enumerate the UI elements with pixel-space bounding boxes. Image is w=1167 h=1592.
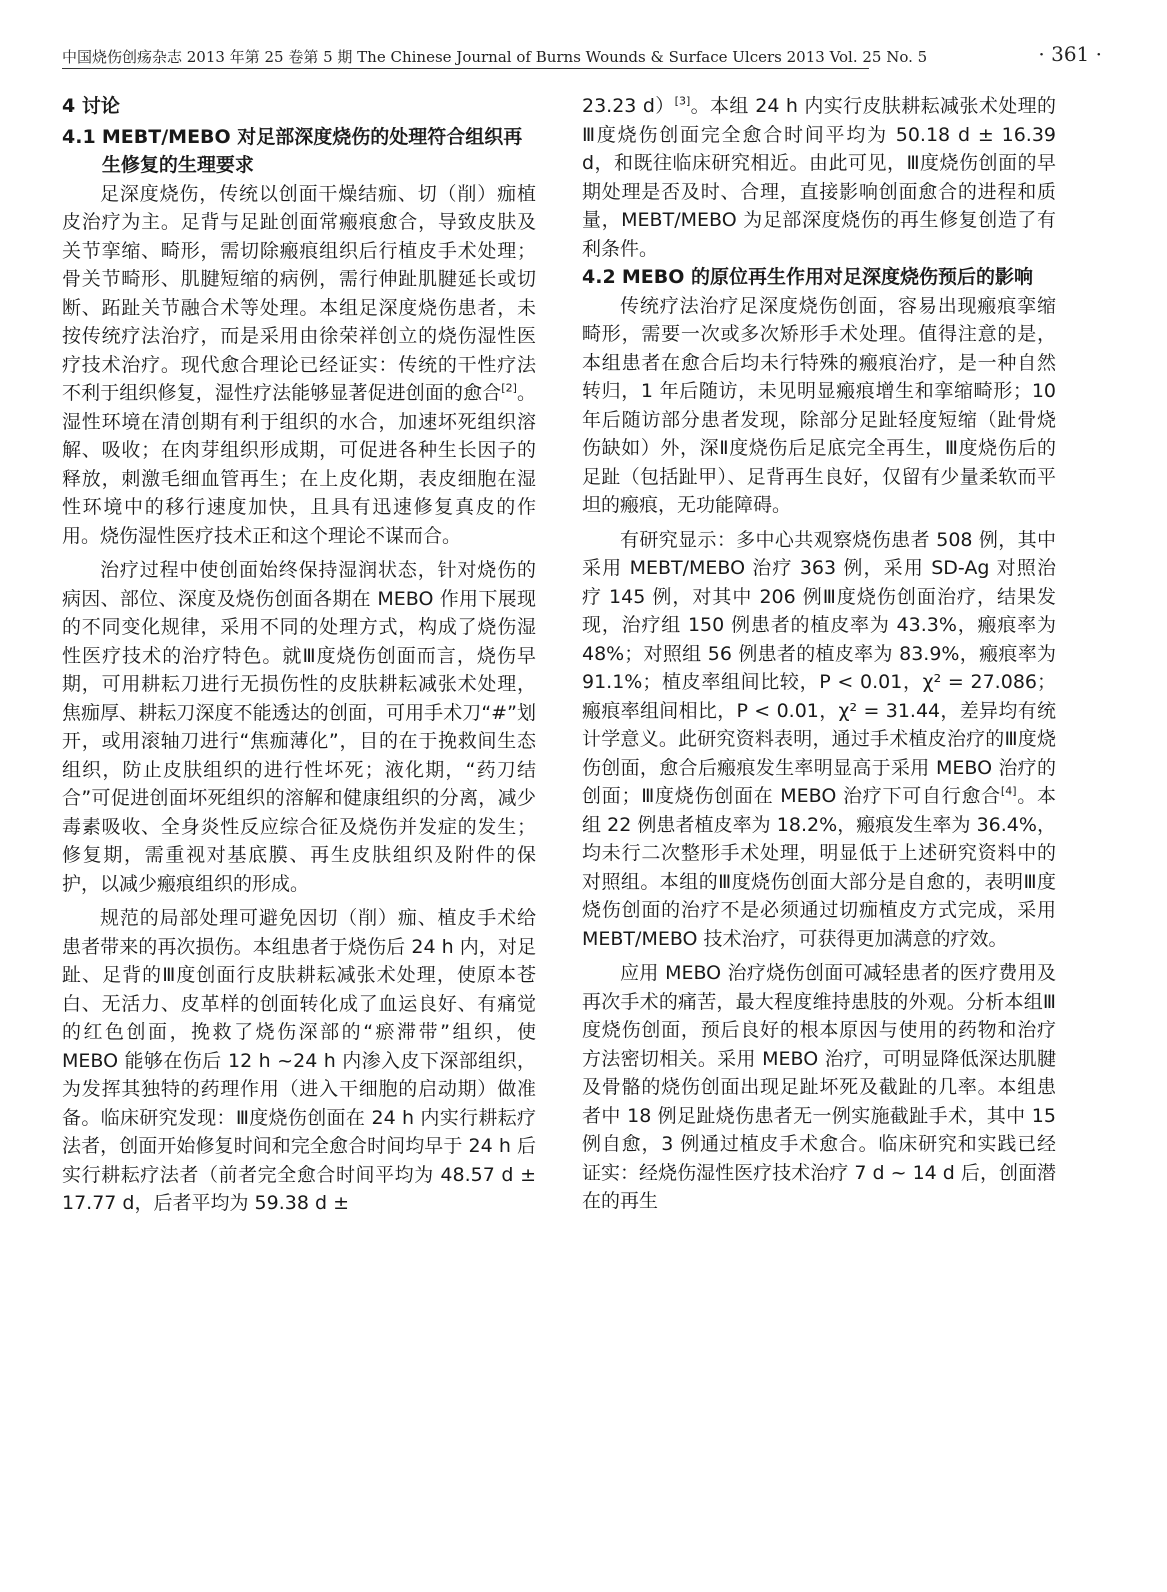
paragraph-text: 有研究显示：多中心共观察烧伤患者 508 例，其中采用 MEBT/MEBO 治疗 363 例，采用 SD-Ag 对照治疗 145 例，对其中 206 例Ⅲ度烧伤创面治疗，结果发现，治疗组 150 例患者的植皮率为 43.3%，瘢痕率为 48%；对照组 56 例患者的植皮率为 83.9%，瘢痕率为 91.1%；植皮率组间比较，P < 0.01，χ² = 27.086；瘢痕率组间相比，P < 0.01，χ² = 31.44，差异均有统计学意义。此研究资料表明，通过手术植皮治疗的Ⅲ度烧伤创面，愈合后瘢痕发生率明显高于采用 MEBO 治疗的创面；Ⅲ度烧伤创面在 MEBO 治疗下可自行愈合: [582, 528, 1056, 807]
paragraph-continued: [582, 92, 1056, 263]
citation: [2]: [501, 381, 517, 395]
subsection-heading-4-1: [62, 123, 536, 180]
paragraph-text: 。本组 22 例患者植皮率为 18.2%，瘢痕发生率为 36.4%，均未行二次整形手术处理，明显低于上述研究资料中的对照组。本组的Ⅲ度烧伤创面大部分是自愈的，表明Ⅲ度烧伤创面的治疗不是必须通过切痂植皮方式完成，采用 MEBT/MEBO 技术治疗，可获得更加满意的疗效。: [582, 785, 1056, 950]
header-rule: [62, 68, 869, 69]
subsection-title: MEBO 的原位再生作用对足深度烧伤预后的影响: [621, 266, 1034, 288]
paragraph: 应用 MEBO 治疗烧伤创面可减轻患者的医疗费用及再次手术的痛苦，最大程度维持患肢的外观。分析本组Ⅲ度烧伤创面，预后良好的根本原因与使用的药物和治疗方法密切相关。采用 MEBO 治疗，可明显降低深达肌腱及骨骼的烧伤创面出现足趾坏死及截趾的几率。本组患者中 18 例足趾烧伤患者无一例实施截趾手术，其中 15 例自愈，3 例通过植皮手术愈合。临床研究和实践已经证实：经烧伤湿性医疗技术治疗 7 d ~ 14 d 后，创面潜在的再生: [582, 962, 1056, 1212]
paragraph-text: 。湿性环境在清创期有利于组织的水合，加速坏死组织溶解、吸收；在肉芽组织形成期，可促进各种生长因子的释放，刺激毛细血管再生；在上皮化期，表皮细胞在湿性环境中的移行速度加快，且具有迅速修复真皮的作用。烧伤湿性医疗技术正和这个理论不谋而合。: [62, 382, 536, 547]
right-column: [582, 92, 1056, 1216]
paragraph: 传统疗法治疗足深度烧伤创面，容易出现瘢痕挛缩畸形，需要一次或多次矫形手术处理。值得注意的是，本组患者在愈合后均未行特殊的瘢痕治疗，是一种自然转归，1 年后随访，未见明显瘢痕增生和挛缩畸形；10 年后随访部分患者发现，除部分足趾轻度短缩（趾骨烧伤缺如）外，深Ⅱ度烧伤后足底完全再生，Ⅲ度烧伤后的足趾（包括趾甲）、足背再生良好，仅留有少量柔软而平坦的瘢痕，无功能障碍。: [582, 294, 1056, 516]
page-number: · 361 ·: [1038, 42, 1102, 66]
paragraph: [62, 180, 536, 551]
left-column: [62, 92, 536, 1218]
subsection-heading-4-2: [582, 263, 1056, 292]
subsection-number: 4.1: [62, 125, 96, 148]
paragraph-text: 足深度烧伤，传统以创面干燥结痂、切（削）痂植皮治疗为主。足背与足趾创面常瘢痕愈合，导致皮肤及关节挛缩、畸形，需切除瘢痕组织后行植皮手术处理；骨关节畸形、肌腱短缩的病例，需行伸趾肌腱延长或切断、跖趾关节融合术等处理。本组足深度烧伤患者，未按传统疗法治疗，而是采用由徐荣祥创立的烧伤湿性医疗技术治疗。现代愈合理论已经证实：传统的干性疗法不利于组织修复，湿性疗法能够显著促进创面的愈合: [62, 182, 536, 404]
paragraph-text: 。本组 24 h 内实行皮肤耕耘减张术处理的Ⅲ度烧伤创面完全愈合时间平均为 50.18 d ± 16.39 d，和既往临床研究相近。由此可见，Ⅲ度烧伤创面的早期处理是否及时、合理，直接影响创面愈合的进程和质量，MEBT/MEBO 为足部深度烧伤的再生修复创造了有利条件。: [582, 95, 1056, 260]
subsection-title: MEBT/MEBO 对足部深度烧伤的处理符合组织再生修复的生理要求: [101, 125, 523, 176]
paragraph-text: 23.23 d）: [582, 95, 675, 117]
citation: [4]: [1000, 784, 1017, 798]
citation: [3]: [674, 94, 691, 108]
running-head-text: 中国烧伤创疡杂志 2013 年第 25 卷第 5 期 The Chinese Journal of Burns Wounds & Surface Ulcers 2013 Vol. 25 No. 5: [62, 48, 928, 66]
subsection-number: 4.2: [582, 266, 616, 288]
paragraph: [582, 526, 1056, 954]
paragraph: 规范的局部处理可避免因切（削）痂、植皮手术给患者带来的再次损伤。本组患者于烧伤后 24 h 内，对足趾、足背的Ⅲ度创面行皮肤耕耘减张术处理，使原本苍白、无活力、皮革样的创面转化成了血运良好、有痛觉的红色创面，挽救了烧伤深部的“瘀滞带”组织，使 MEBO 能够在伤后 12 h ~24 h 内渗入皮下深部组织，为发挥其独特的药理作用（进入干细胞的启动期）做准备。临床研究发现：Ⅲ度烧伤创面在 24 h 内实行耕耘疗法者，创面开始修复时间和完全愈合时间均早于 24 h 后实行耕耘疗法者（前者完全愈合时间平均为 48.57 d ± 17.77 d，后者平均为 59.38 d ±: [62, 907, 536, 1214]
section-heading-discussion: 4 讨论: [62, 95, 120, 117]
paragraph: 治疗过程中使创面始终保持湿润状态，针对烧伤的病因、部位、深度及烧伤创面各期在 MEBO 作用下展现的不同变化规律，采用不同的处理方式，构成了烧伤湿性医疗技术的治疗特色。就Ⅲ度烧伤创面而言，烧伤早期，可用耕耘刀进行无损伤性的皮肤耕耘减张术处理，焦痂厚、耕耘刀深度不能透达的创面，可用手术刀“#”划开，或用滚轴刀进行“焦痂薄化”，目的在于挽救间生态组织，防止皮肤组织的进行性坏死；液化期，“药刀结合”可促进创面坏死组织的溶解和健康组织的分离，减少毒素吸收、全身炎性反应综合征及烧伤并发症的发生；修复期，需重视对基底膜、再生皮肤组织及附件的保护，以减少瘢痕组织的形成。: [62, 559, 536, 895]
running-header: [62, 44, 1102, 68]
